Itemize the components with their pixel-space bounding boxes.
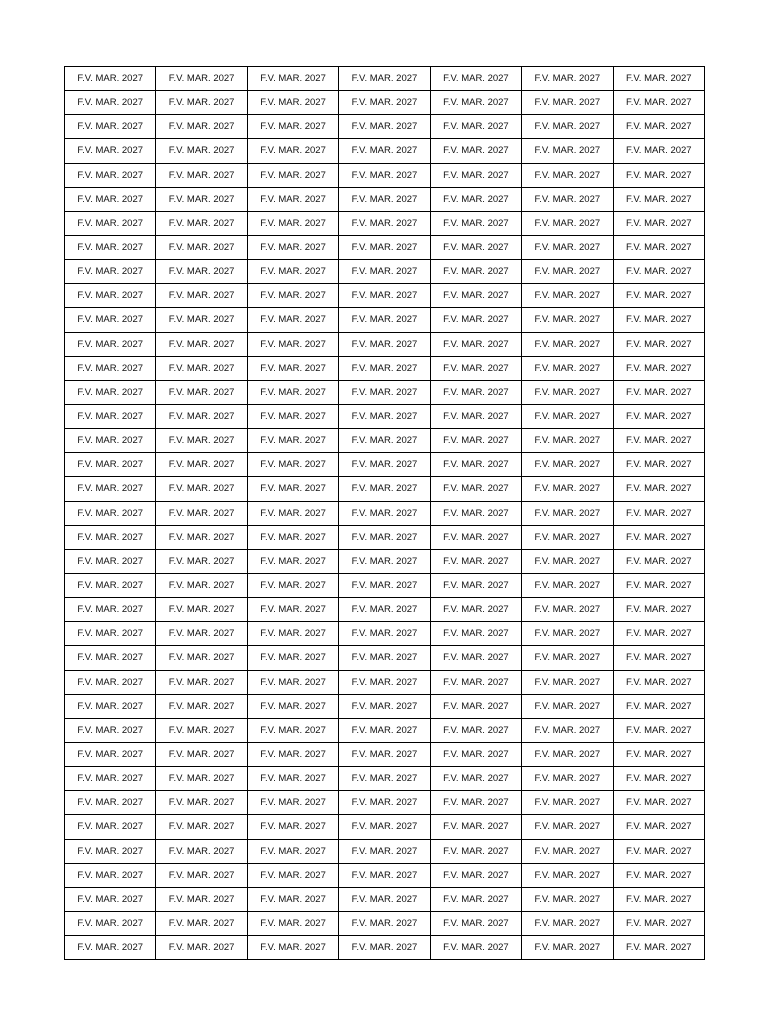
expiry-label-cell: F.V. MAR. 2027	[65, 622, 156, 646]
label-row	[65, 380, 705, 404]
label-row	[65, 549, 705, 573]
expiry-label-cell: F.V. MAR. 2027	[65, 260, 156, 284]
expiry-label-cell: F.V. MAR. 2027	[156, 863, 247, 887]
expiry-label-cell: F.V. MAR. 2027	[65, 815, 156, 839]
expiry-label-cell: F.V. MAR. 2027	[339, 235, 430, 259]
expiry-label-cell: F.V. MAR. 2027	[430, 573, 521, 597]
expiry-label-cell: F.V. MAR. 2027	[522, 863, 613, 887]
expiry-label-cell: F.V. MAR. 2027	[65, 67, 156, 91]
expiry-label-cell: F.V. MAR. 2027	[613, 163, 704, 187]
expiry-label-cell: F.V. MAR. 2027	[339, 549, 430, 573]
expiry-label-cell: F.V. MAR. 2027	[247, 573, 338, 597]
expiry-label-cell: F.V. MAR. 2027	[522, 646, 613, 670]
expiry-label-cell: F.V. MAR. 2027	[430, 742, 521, 766]
expiry-label-cell: F.V. MAR. 2027	[339, 308, 430, 332]
expiry-label-cell: F.V. MAR. 2027	[339, 477, 430, 501]
label-row	[65, 863, 705, 887]
expiry-label-cell: F.V. MAR. 2027	[613, 356, 704, 380]
expiry-label-cell: F.V. MAR. 2027	[522, 791, 613, 815]
expiry-label-cell: F.V. MAR. 2027	[613, 622, 704, 646]
expiry-label-cell: F.V. MAR. 2027	[156, 356, 247, 380]
expiry-label-cell: F.V. MAR. 2027	[522, 911, 613, 935]
label-row	[65, 767, 705, 791]
expiry-label-cell: F.V. MAR. 2027	[65, 356, 156, 380]
expiry-label-cell: F.V. MAR. 2027	[339, 863, 430, 887]
expiry-label-cell: F.V. MAR. 2027	[247, 598, 338, 622]
expiry-label-cell: F.V. MAR. 2027	[522, 235, 613, 259]
expiry-label-cell: F.V. MAR. 2027	[156, 91, 247, 115]
expiry-label-cell: F.V. MAR. 2027	[156, 815, 247, 839]
expiry-label-cell: F.V. MAR. 2027	[156, 163, 247, 187]
expiry-label-cell: F.V. MAR. 2027	[522, 887, 613, 911]
expiry-label-cell: F.V. MAR. 2027	[613, 791, 704, 815]
expiry-label-cell: F.V. MAR. 2027	[522, 549, 613, 573]
expiry-label-cell: F.V. MAR. 2027	[339, 694, 430, 718]
expiry-label-cell: F.V. MAR. 2027	[65, 501, 156, 525]
expiry-label-cell: F.V. MAR. 2027	[522, 525, 613, 549]
expiry-label-cell: F.V. MAR. 2027	[522, 404, 613, 428]
expiry-label-cell: F.V. MAR. 2027	[156, 235, 247, 259]
expiry-label-cell: F.V. MAR. 2027	[522, 477, 613, 501]
expiry-label-cell: F.V. MAR. 2027	[247, 887, 338, 911]
expiry-label-cell: F.V. MAR. 2027	[247, 453, 338, 477]
expiry-label-cell: F.V. MAR. 2027	[613, 139, 704, 163]
label-row	[65, 936, 705, 960]
expiry-label-cell: F.V. MAR. 2027	[430, 767, 521, 791]
expiry-label-cell: F.V. MAR. 2027	[156, 646, 247, 670]
expiry-label-cell: F.V. MAR. 2027	[430, 477, 521, 501]
expiry-label-cell: F.V. MAR. 2027	[247, 646, 338, 670]
expiry-label-cell: F.V. MAR. 2027	[613, 573, 704, 597]
expiry-label-cell: F.V. MAR. 2027	[522, 598, 613, 622]
expiry-label-cell: F.V. MAR. 2027	[430, 429, 521, 453]
expiry-label-cell: F.V. MAR. 2027	[339, 815, 430, 839]
label-row	[65, 646, 705, 670]
expiry-label-cell: F.V. MAR. 2027	[613, 187, 704, 211]
expiry-label-cell: F.V. MAR. 2027	[247, 139, 338, 163]
expiry-label-cell: F.V. MAR. 2027	[65, 694, 156, 718]
expiry-label-cell: F.V. MAR. 2027	[339, 67, 430, 91]
expiry-label-cell: F.V. MAR. 2027	[522, 332, 613, 356]
label-sheet-table	[64, 66, 705, 960]
expiry-label-cell: F.V. MAR. 2027	[156, 549, 247, 573]
expiry-label-cell: F.V. MAR. 2027	[339, 573, 430, 597]
expiry-label-cell: F.V. MAR. 2027	[156, 598, 247, 622]
expiry-label-cell: F.V. MAR. 2027	[156, 115, 247, 139]
expiry-label-cell: F.V. MAR. 2027	[430, 718, 521, 742]
expiry-label-cell: F.V. MAR. 2027	[339, 284, 430, 308]
expiry-label-cell: F.V. MAR. 2027	[156, 453, 247, 477]
expiry-label-cell: F.V. MAR. 2027	[339, 791, 430, 815]
expiry-label-cell: F.V. MAR. 2027	[339, 767, 430, 791]
expiry-label-cell: F.V. MAR. 2027	[65, 211, 156, 235]
expiry-label-cell: F.V. MAR. 2027	[339, 742, 430, 766]
expiry-label-cell: F.V. MAR. 2027	[430, 887, 521, 911]
label-row	[65, 501, 705, 525]
expiry-label-cell: F.V. MAR. 2027	[339, 622, 430, 646]
expiry-label-cell: F.V. MAR. 2027	[65, 573, 156, 597]
expiry-label-cell: F.V. MAR. 2027	[339, 453, 430, 477]
expiry-label-cell: F.V. MAR. 2027	[613, 91, 704, 115]
expiry-label-cell: F.V. MAR. 2027	[522, 573, 613, 597]
label-row	[65, 332, 705, 356]
expiry-label-cell: F.V. MAR. 2027	[339, 839, 430, 863]
expiry-label-cell: F.V. MAR. 2027	[65, 863, 156, 887]
expiry-label-cell: F.V. MAR. 2027	[430, 839, 521, 863]
expiry-label-cell: F.V. MAR. 2027	[156, 308, 247, 332]
expiry-label-cell: F.V. MAR. 2027	[339, 911, 430, 935]
label-row	[65, 115, 705, 139]
expiry-label-cell: F.V. MAR. 2027	[156, 791, 247, 815]
expiry-label-cell: F.V. MAR. 2027	[156, 284, 247, 308]
expiry-label-cell: F.V. MAR. 2027	[156, 139, 247, 163]
expiry-label-cell: F.V. MAR. 2027	[430, 91, 521, 115]
expiry-label-cell: F.V. MAR. 2027	[156, 694, 247, 718]
expiry-label-cell: F.V. MAR. 2027	[247, 525, 338, 549]
expiry-label-cell: F.V. MAR. 2027	[430, 525, 521, 549]
expiry-label-cell: F.V. MAR. 2027	[65, 115, 156, 139]
expiry-label-cell: F.V. MAR. 2027	[156, 767, 247, 791]
expiry-label-cell: F.V. MAR. 2027	[156, 887, 247, 911]
expiry-label-cell: F.V. MAR. 2027	[430, 380, 521, 404]
expiry-label-cell: F.V. MAR. 2027	[65, 887, 156, 911]
expiry-label-cell: F.V. MAR. 2027	[247, 260, 338, 284]
expiry-label-cell: F.V. MAR. 2027	[247, 911, 338, 935]
expiry-label-cell: F.V. MAR. 2027	[339, 356, 430, 380]
expiry-label-cell: F.V. MAR. 2027	[522, 453, 613, 477]
expiry-label-cell: F.V. MAR. 2027	[613, 260, 704, 284]
expiry-label-cell: F.V. MAR. 2027	[247, 332, 338, 356]
expiry-label-cell: F.V. MAR. 2027	[339, 404, 430, 428]
expiry-label-cell: F.V. MAR. 2027	[339, 887, 430, 911]
expiry-label-cell: F.V. MAR. 2027	[613, 936, 704, 960]
expiry-label-cell: F.V. MAR. 2027	[65, 477, 156, 501]
expiry-label-cell: F.V. MAR. 2027	[247, 477, 338, 501]
expiry-label-cell: F.V. MAR. 2027	[247, 163, 338, 187]
expiry-label-cell: F.V. MAR. 2027	[247, 767, 338, 791]
expiry-label-cell: F.V. MAR. 2027	[430, 163, 521, 187]
expiry-label-cell: F.V. MAR. 2027	[430, 622, 521, 646]
expiry-label-cell: F.V. MAR. 2027	[613, 911, 704, 935]
expiry-label-cell: F.V. MAR. 2027	[65, 91, 156, 115]
expiry-label-cell: F.V. MAR. 2027	[430, 670, 521, 694]
label-sheet-body	[65, 67, 705, 960]
expiry-label-cell: F.V. MAR. 2027	[65, 839, 156, 863]
expiry-label-cell: F.V. MAR. 2027	[430, 911, 521, 935]
expiry-label-cell: F.V. MAR. 2027	[247, 936, 338, 960]
expiry-label-cell: F.V. MAR. 2027	[65, 235, 156, 259]
expiry-label-cell: F.V. MAR. 2027	[65, 911, 156, 935]
expiry-label-cell: F.V. MAR. 2027	[430, 139, 521, 163]
expiry-label-cell: F.V. MAR. 2027	[522, 308, 613, 332]
expiry-label-cell: F.V. MAR. 2027	[65, 308, 156, 332]
label-row	[65, 163, 705, 187]
expiry-label-cell: F.V. MAR. 2027	[613, 549, 704, 573]
expiry-label-cell: F.V. MAR. 2027	[65, 404, 156, 428]
label-row	[65, 791, 705, 815]
expiry-label-cell: F.V. MAR. 2027	[613, 525, 704, 549]
expiry-label-cell: F.V. MAR. 2027	[613, 815, 704, 839]
expiry-label-cell: F.V. MAR. 2027	[65, 525, 156, 549]
expiry-label-cell: F.V. MAR. 2027	[522, 622, 613, 646]
label-row	[65, 718, 705, 742]
expiry-label-cell: F.V. MAR. 2027	[339, 598, 430, 622]
expiry-label-cell: F.V. MAR. 2027	[339, 115, 430, 139]
expiry-label-cell: F.V. MAR. 2027	[522, 742, 613, 766]
expiry-label-cell: F.V. MAR. 2027	[522, 356, 613, 380]
expiry-label-cell: F.V. MAR. 2027	[65, 549, 156, 573]
expiry-label-cell: F.V. MAR. 2027	[522, 163, 613, 187]
expiry-label-cell: F.V. MAR. 2027	[339, 332, 430, 356]
label-row	[65, 742, 705, 766]
expiry-label-cell: F.V. MAR. 2027	[156, 187, 247, 211]
expiry-label-cell: F.V. MAR. 2027	[339, 501, 430, 525]
expiry-label-cell: F.V. MAR. 2027	[522, 260, 613, 284]
expiry-label-cell: F.V. MAR. 2027	[522, 936, 613, 960]
expiry-label-cell: F.V. MAR. 2027	[247, 284, 338, 308]
expiry-label-cell: F.V. MAR. 2027	[522, 839, 613, 863]
expiry-label-cell: F.V. MAR. 2027	[339, 380, 430, 404]
expiry-label-cell: F.V. MAR. 2027	[156, 260, 247, 284]
expiry-label-cell: F.V. MAR. 2027	[156, 839, 247, 863]
expiry-label-cell: F.V. MAR. 2027	[522, 187, 613, 211]
label-row	[65, 911, 705, 935]
label-row	[65, 839, 705, 863]
label-row	[65, 429, 705, 453]
label-row	[65, 187, 705, 211]
expiry-label-cell: F.V. MAR. 2027	[65, 670, 156, 694]
expiry-label-cell: F.V. MAR. 2027	[339, 163, 430, 187]
expiry-label-cell: F.V. MAR. 2027	[247, 791, 338, 815]
label-row	[65, 622, 705, 646]
expiry-label-cell: F.V. MAR. 2027	[247, 115, 338, 139]
expiry-label-cell: F.V. MAR. 2027	[247, 187, 338, 211]
expiry-label-cell: F.V. MAR. 2027	[430, 549, 521, 573]
expiry-label-cell: F.V. MAR. 2027	[613, 767, 704, 791]
expiry-label-cell: F.V. MAR. 2027	[522, 139, 613, 163]
expiry-label-cell: F.V. MAR. 2027	[522, 380, 613, 404]
expiry-label-cell: F.V. MAR. 2027	[339, 936, 430, 960]
expiry-label-cell: F.V. MAR. 2027	[430, 453, 521, 477]
expiry-label-cell: F.V. MAR. 2027	[65, 332, 156, 356]
expiry-label-cell: F.V. MAR. 2027	[156, 404, 247, 428]
expiry-label-cell: F.V. MAR. 2027	[156, 211, 247, 235]
expiry-label-cell: F.V. MAR. 2027	[156, 573, 247, 597]
expiry-label-cell: F.V. MAR. 2027	[156, 742, 247, 766]
expiry-label-cell: F.V. MAR. 2027	[613, 308, 704, 332]
label-row	[65, 598, 705, 622]
label-row	[65, 139, 705, 163]
expiry-label-cell: F.V. MAR. 2027	[613, 477, 704, 501]
expiry-label-cell: F.V. MAR. 2027	[613, 115, 704, 139]
expiry-label-cell: F.V. MAR. 2027	[65, 646, 156, 670]
expiry-label-cell: F.V. MAR. 2027	[65, 284, 156, 308]
expiry-label-cell: F.V. MAR. 2027	[522, 501, 613, 525]
expiry-label-cell: F.V. MAR. 2027	[156, 429, 247, 453]
expiry-label-cell: F.V. MAR. 2027	[430, 356, 521, 380]
expiry-label-cell: F.V. MAR. 2027	[613, 235, 704, 259]
expiry-label-cell: F.V. MAR. 2027	[613, 598, 704, 622]
expiry-label-cell: F.V. MAR. 2027	[247, 235, 338, 259]
expiry-label-cell: F.V. MAR. 2027	[430, 211, 521, 235]
expiry-label-cell: F.V. MAR. 2027	[156, 332, 247, 356]
expiry-label-cell: F.V. MAR. 2027	[430, 694, 521, 718]
expiry-label-cell: F.V. MAR. 2027	[339, 91, 430, 115]
expiry-label-cell: F.V. MAR. 2027	[65, 936, 156, 960]
expiry-label-cell: F.V. MAR. 2027	[156, 67, 247, 91]
expiry-label-cell: F.V. MAR. 2027	[430, 332, 521, 356]
expiry-label-cell: F.V. MAR. 2027	[339, 646, 430, 670]
label-row	[65, 404, 705, 428]
label-row	[65, 211, 705, 235]
expiry-label-cell: F.V. MAR. 2027	[247, 815, 338, 839]
expiry-label-cell: F.V. MAR. 2027	[613, 284, 704, 308]
expiry-label-cell: F.V. MAR. 2027	[613, 670, 704, 694]
expiry-label-cell: F.V. MAR. 2027	[613, 694, 704, 718]
expiry-label-cell: F.V. MAR. 2027	[522, 284, 613, 308]
expiry-label-cell: F.V. MAR. 2027	[613, 646, 704, 670]
expiry-label-cell: F.V. MAR. 2027	[522, 815, 613, 839]
expiry-label-cell: F.V. MAR. 2027	[339, 670, 430, 694]
expiry-label-cell: F.V. MAR. 2027	[65, 380, 156, 404]
label-row	[65, 67, 705, 91]
expiry-label-cell: F.V. MAR. 2027	[613, 742, 704, 766]
expiry-label-cell: F.V. MAR. 2027	[247, 211, 338, 235]
expiry-label-cell: F.V. MAR. 2027	[65, 598, 156, 622]
expiry-label-cell: F.V. MAR. 2027	[522, 670, 613, 694]
expiry-label-cell: F.V. MAR. 2027	[65, 187, 156, 211]
expiry-label-cell: F.V. MAR. 2027	[613, 839, 704, 863]
expiry-label-cell: F.V. MAR. 2027	[247, 429, 338, 453]
expiry-label-cell: F.V. MAR. 2027	[430, 863, 521, 887]
expiry-label-cell: F.V. MAR. 2027	[430, 260, 521, 284]
expiry-label-cell: F.V. MAR. 2027	[156, 670, 247, 694]
expiry-label-cell: F.V. MAR. 2027	[613, 501, 704, 525]
expiry-label-cell: F.V. MAR. 2027	[65, 742, 156, 766]
expiry-label-cell: F.V. MAR. 2027	[247, 308, 338, 332]
expiry-label-cell: F.V. MAR. 2027	[613, 453, 704, 477]
label-row	[65, 670, 705, 694]
expiry-label-cell: F.V. MAR. 2027	[156, 911, 247, 935]
expiry-label-cell: F.V. MAR. 2027	[339, 187, 430, 211]
expiry-label-cell: F.V. MAR. 2027	[65, 718, 156, 742]
expiry-label-cell: F.V. MAR. 2027	[156, 718, 247, 742]
expiry-label-cell: F.V. MAR. 2027	[430, 646, 521, 670]
label-row	[65, 525, 705, 549]
expiry-label-cell: F.V. MAR. 2027	[522, 767, 613, 791]
expiry-label-cell: F.V. MAR. 2027	[430, 187, 521, 211]
expiry-label-cell: F.V. MAR. 2027	[247, 622, 338, 646]
expiry-label-cell: F.V. MAR. 2027	[156, 501, 247, 525]
expiry-label-cell: F.V. MAR. 2027	[247, 670, 338, 694]
expiry-label-cell: F.V. MAR. 2027	[522, 91, 613, 115]
expiry-label-cell: F.V. MAR. 2027	[247, 839, 338, 863]
expiry-label-cell: F.V. MAR. 2027	[247, 404, 338, 428]
expiry-label-cell: F.V. MAR. 2027	[430, 501, 521, 525]
expiry-label-cell: F.V. MAR. 2027	[613, 380, 704, 404]
expiry-label-cell: F.V. MAR. 2027	[430, 67, 521, 91]
expiry-label-cell: F.V. MAR. 2027	[339, 260, 430, 284]
expiry-label-cell: F.V. MAR. 2027	[247, 356, 338, 380]
expiry-label-cell: F.V. MAR. 2027	[65, 139, 156, 163]
label-row	[65, 694, 705, 718]
expiry-label-cell: F.V. MAR. 2027	[339, 429, 430, 453]
expiry-label-cell: F.V. MAR. 2027	[156, 936, 247, 960]
label-row	[65, 260, 705, 284]
expiry-label-cell: F.V. MAR. 2027	[247, 67, 338, 91]
expiry-label-cell: F.V. MAR. 2027	[613, 67, 704, 91]
expiry-label-cell: F.V. MAR. 2027	[613, 429, 704, 453]
label-row	[65, 573, 705, 597]
expiry-label-cell: F.V. MAR. 2027	[247, 863, 338, 887]
expiry-label-cell: F.V. MAR. 2027	[430, 235, 521, 259]
expiry-label-cell: F.V. MAR. 2027	[156, 380, 247, 404]
expiry-label-cell: F.V. MAR. 2027	[522, 429, 613, 453]
expiry-label-cell: F.V. MAR. 2027	[613, 863, 704, 887]
expiry-label-cell: F.V. MAR. 2027	[522, 718, 613, 742]
expiry-label-cell: F.V. MAR. 2027	[247, 91, 338, 115]
expiry-label-cell: F.V. MAR. 2027	[430, 936, 521, 960]
expiry-label-cell: F.V. MAR. 2027	[430, 284, 521, 308]
expiry-label-cell: F.V. MAR. 2027	[156, 525, 247, 549]
expiry-label-cell: F.V. MAR. 2027	[430, 815, 521, 839]
expiry-label-cell: F.V. MAR. 2027	[522, 694, 613, 718]
expiry-label-cell: F.V. MAR. 2027	[613, 404, 704, 428]
label-row	[65, 887, 705, 911]
expiry-label-cell: F.V. MAR. 2027	[247, 380, 338, 404]
expiry-label-cell: F.V. MAR. 2027	[613, 887, 704, 911]
expiry-label-cell: F.V. MAR. 2027	[430, 598, 521, 622]
expiry-label-cell: F.V. MAR. 2027	[156, 622, 247, 646]
expiry-label-cell: F.V. MAR. 2027	[247, 694, 338, 718]
expiry-label-cell: F.V. MAR. 2027	[339, 211, 430, 235]
expiry-label-cell: F.V. MAR. 2027	[430, 308, 521, 332]
expiry-label-cell: F.V. MAR. 2027	[247, 549, 338, 573]
expiry-label-cell: F.V. MAR. 2027	[65, 767, 156, 791]
expiry-label-cell: F.V. MAR. 2027	[613, 332, 704, 356]
expiry-label-cell: F.V. MAR. 2027	[247, 742, 338, 766]
expiry-label-cell: F.V. MAR. 2027	[522, 211, 613, 235]
expiry-label-cell: F.V. MAR. 2027	[156, 477, 247, 501]
expiry-label-cell: F.V. MAR. 2027	[522, 67, 613, 91]
expiry-label-cell: F.V. MAR. 2027	[65, 163, 156, 187]
expiry-label-cell: F.V. MAR. 2027	[65, 453, 156, 477]
expiry-label-cell: F.V. MAR. 2027	[522, 115, 613, 139]
label-row	[65, 284, 705, 308]
label-row	[65, 235, 705, 259]
expiry-label-cell: F.V. MAR. 2027	[339, 718, 430, 742]
expiry-label-cell: F.V. MAR. 2027	[430, 115, 521, 139]
label-row	[65, 477, 705, 501]
expiry-label-cell: F.V. MAR. 2027	[430, 791, 521, 815]
expiry-label-cell: F.V. MAR. 2027	[613, 718, 704, 742]
label-row	[65, 815, 705, 839]
expiry-label-cell: F.V. MAR. 2027	[339, 525, 430, 549]
expiry-label-cell: F.V. MAR. 2027	[430, 404, 521, 428]
expiry-label-cell: F.V. MAR. 2027	[247, 501, 338, 525]
expiry-label-cell: F.V. MAR. 2027	[247, 718, 338, 742]
label-row	[65, 453, 705, 477]
label-row	[65, 91, 705, 115]
expiry-label-cell: F.V. MAR. 2027	[65, 429, 156, 453]
expiry-label-cell: F.V. MAR. 2027	[613, 211, 704, 235]
expiry-label-cell: F.V. MAR. 2027	[65, 791, 156, 815]
label-row	[65, 356, 705, 380]
expiry-label-cell: F.V. MAR. 2027	[339, 139, 430, 163]
label-row	[65, 308, 705, 332]
